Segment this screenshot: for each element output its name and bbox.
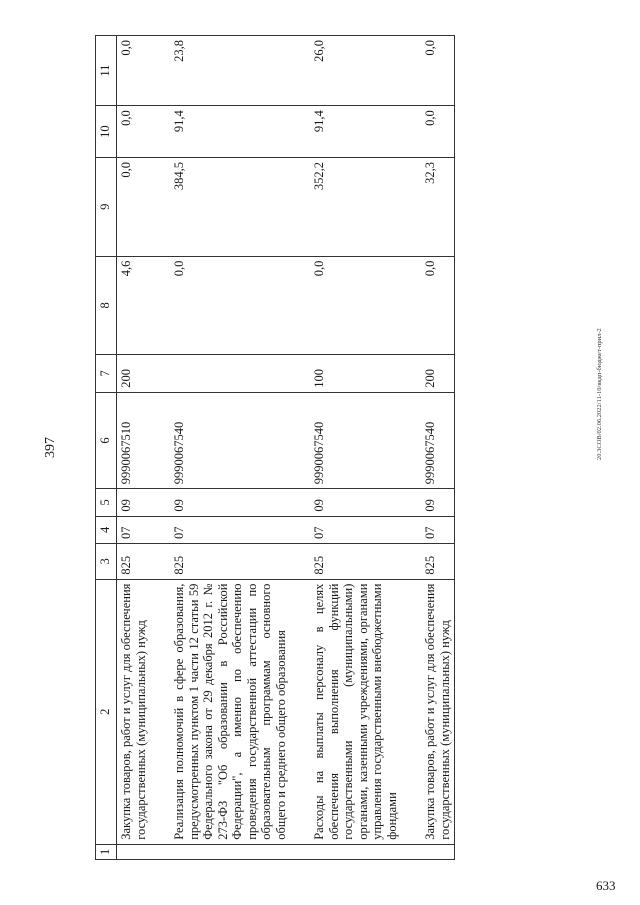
section-cell: 07 xyxy=(421,516,455,543)
table-row xyxy=(117,36,171,860)
table-row xyxy=(421,36,455,860)
budget-table xyxy=(95,35,455,860)
amount-col-11-cell: 0,0 xyxy=(421,36,455,106)
header-col-3: 3 xyxy=(96,544,117,580)
section-cell: 07 xyxy=(170,516,310,543)
description-cell: Реализация полномочий в сфере образования, предусмотренных пунктом 1 части 12 статьи 59 Федерального закона от 29 декабря 2012 г. № 273-ФЗ "Об образовании в Российской Федерации", а именно по обеспечению проведения государственной аттестации по образовательным программам основного общего и среднего общего образования xyxy=(170,579,310,844)
row-number-cell xyxy=(170,844,310,859)
header-col-1: 1 xyxy=(96,844,117,859)
header-col-5: 5 xyxy=(96,489,117,516)
target-article-cell: 9990067540 xyxy=(170,392,310,489)
header-col-11: 11 xyxy=(96,36,117,106)
amount-col-9-cell: 384,5 xyxy=(170,158,310,257)
document-page-number: 397 xyxy=(43,437,58,458)
table-row xyxy=(310,36,421,860)
amount-col-10-cell: 0,0 xyxy=(421,106,455,158)
amount-col-11-cell: 26,0 xyxy=(310,36,421,106)
ministry-code-cell: 825 xyxy=(310,544,421,580)
expense-type-cell xyxy=(170,355,310,393)
header-col-9: 9 xyxy=(96,158,117,257)
amount-col-8-cell: 0,0 xyxy=(310,256,421,355)
amount-col-8-cell: 0,0 xyxy=(421,256,455,355)
header-col-6: 6 xyxy=(96,392,117,489)
expense-type-cell: 100 xyxy=(310,355,421,393)
rotated-page-content xyxy=(43,35,595,860)
expense-type-cell: 200 xyxy=(117,355,171,393)
amount-col-9-cell: 352,2 xyxy=(310,158,421,257)
ministry-code-cell: 825 xyxy=(421,544,455,580)
expense-type-cell: 200 xyxy=(421,355,455,393)
header-row xyxy=(96,36,117,860)
subsection-cell: 09 xyxy=(310,489,421,516)
footer-page-number: 633 xyxy=(596,878,616,893)
section-cell: 07 xyxy=(310,516,421,543)
subsection-cell: 09 xyxy=(117,489,171,516)
amount-col-8-cell: 4,6 xyxy=(117,256,171,355)
header-col-4: 4 xyxy=(96,516,117,543)
amount-col-10-cell: 91,4 xyxy=(170,106,310,158)
description-cell: Закупка товаров, работ и услуг для обеспечения государственных (муниципальных) нужд xyxy=(117,579,171,844)
amount-col-11-cell: 23,8 xyxy=(170,36,310,106)
header-col-7: 7 xyxy=(96,355,117,393)
amount-col-8-cell: 0,0 xyxy=(170,256,310,355)
section-cell: 07 xyxy=(117,516,171,543)
amount-col-10-cell: 0,0 xyxy=(117,106,171,158)
row-number-cell xyxy=(117,844,171,859)
header-col-10: 10 xyxy=(96,106,117,158)
amount-col-9-cell: 32,3 xyxy=(421,158,455,257)
ministry-code-cell: 825 xyxy=(117,544,171,580)
table-row xyxy=(170,36,310,860)
amount-col-9-cell: 0,0 xyxy=(117,158,171,257)
amount-col-11-cell: 0,0 xyxy=(117,36,171,106)
target-article-cell: 9990067540 xyxy=(310,392,421,489)
header-col-8: 8 xyxy=(96,256,117,355)
document-code: 20.3СОВ/02.06.2022/11-10/вкдп-бюджет-прил-2 xyxy=(596,328,603,460)
row-number-cell xyxy=(310,844,421,859)
target-article-cell: 9990067540 xyxy=(421,392,455,489)
target-article-cell: 9990067510 xyxy=(117,392,171,489)
header-col-2: 2 xyxy=(96,579,117,844)
amount-col-10-cell: 91,4 xyxy=(310,106,421,158)
description-cell: Расходы на выплаты персоналу в целях обеспечения выполнения функций государственными (муниципальными) органами, казенными учреждениями, органами управления государственными внебюджетными фондами xyxy=(310,579,421,844)
row-number-cell xyxy=(421,844,455,859)
description-cell: Закупка товаров, работ и услуг для обеспечения государственных (муниципальных) нужд xyxy=(421,579,455,844)
subsection-cell: 09 xyxy=(170,489,310,516)
subsection-cell: 09 xyxy=(421,489,455,516)
ministry-code-cell: 825 xyxy=(170,544,310,580)
